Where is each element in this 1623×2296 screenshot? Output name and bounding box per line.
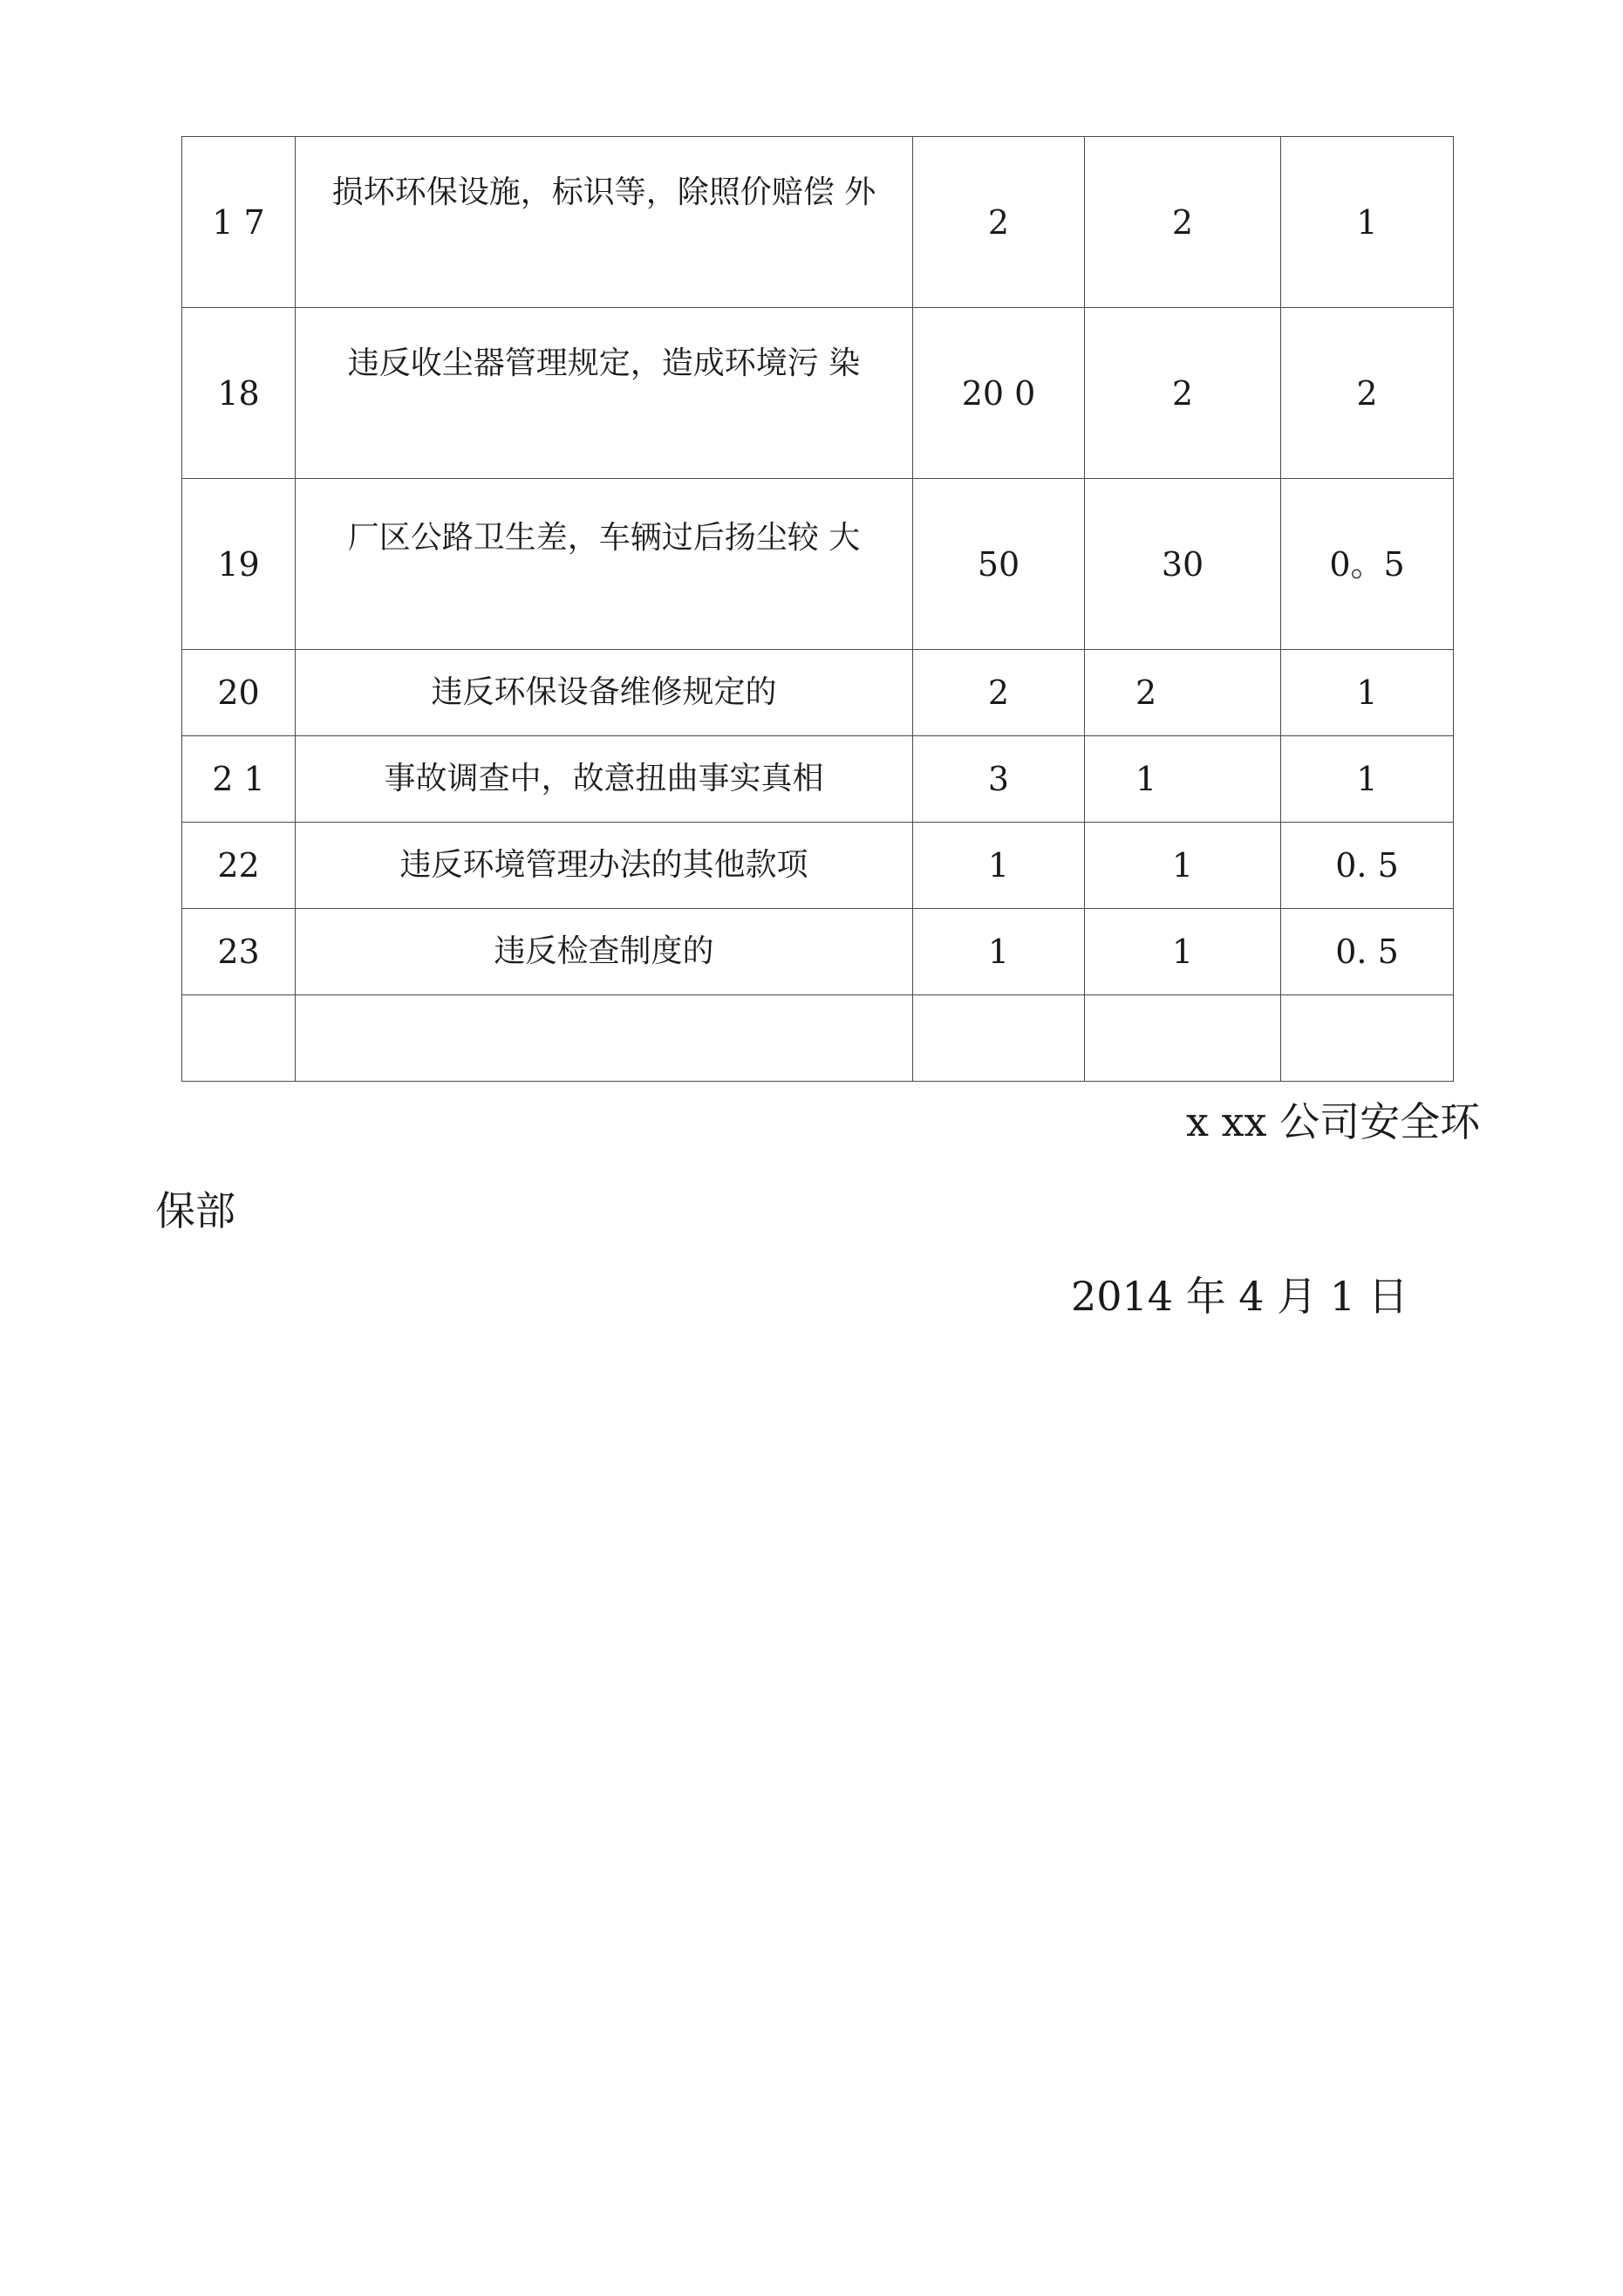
issuing-department: x xx 公司安全环 [1186,1098,1481,1145]
penalty-value-a: 2 [913,650,1085,736]
table-row [182,909,1454,995]
penalty-value-c: 0. 5 [1281,823,1454,909]
row-number: 2 1 [182,736,296,823]
table-row-empty [182,995,1454,1082]
table-row [182,650,1454,736]
issue-date: 2014 年 4 月 1 日 [1071,1273,1408,1320]
penalty-value-b: 1 [1085,823,1281,909]
table-row [182,823,1454,909]
penalty-value-b: 1 [1085,909,1281,995]
table-row [182,479,1454,650]
violation-description [296,995,913,1082]
penalty-value-b [1085,995,1281,1082]
table-row [182,736,1454,823]
issuing-department-continued: 保部 [155,1187,235,1234]
violation-description: 违反收尘器管理规定，造成环境污 染 [296,308,913,479]
row-number: 19 [182,479,296,650]
penalty-value-b: 30 [1085,479,1281,650]
row-number: 22 [182,823,296,909]
table-row [182,308,1454,479]
penalty-value-c: 2 [1281,308,1454,479]
penalty-value-c: 1 [1281,650,1454,736]
penalty-value-a: 3 [913,736,1085,823]
violation-description: 损坏环保设施，标识等，除照价赔偿 外 [296,137,913,308]
penalty-value-b: 2 [1085,137,1281,308]
table-row [182,137,1454,308]
violation-description: 违反环保设备维修规定的 [296,650,913,736]
penalty-value-c: 0。5 [1281,479,1454,650]
row-number: 23 [182,909,296,995]
penalty-value-a: 20 0 [913,308,1085,479]
penalty-value-c: 0. 5 [1281,909,1454,995]
row-number: 20 [182,650,296,736]
penalty-value-b: 2 [1085,650,1281,736]
violation-description: 事故调查中，故意扭曲事实真相 [296,736,913,823]
violation-description: 厂区公路卫生差，车辆过后扬尘较 大 [296,479,913,650]
violation-description: 违反环境管理办法的其他款项 [296,823,913,909]
penalty-value-c: 1 [1281,736,1454,823]
violation-description: 违反检查制度的 [296,909,913,995]
penalty-table [181,136,1454,1082]
penalty-value-a: 1 [913,909,1085,995]
row-number: 18 [182,308,296,479]
penalty-value-b: 1 [1085,736,1281,823]
penalty-value-a: 2 [913,137,1085,308]
penalty-value-a [913,995,1085,1082]
penalty-value-c: 1 [1281,137,1454,308]
penalty-value-b: 2 [1085,308,1281,479]
row-number: 1 7 [182,137,296,308]
penalty-value-a: 1 [913,823,1085,909]
row-number [182,995,296,1082]
penalty-value-a: 50 [913,479,1085,650]
penalty-value-c [1281,995,1454,1082]
